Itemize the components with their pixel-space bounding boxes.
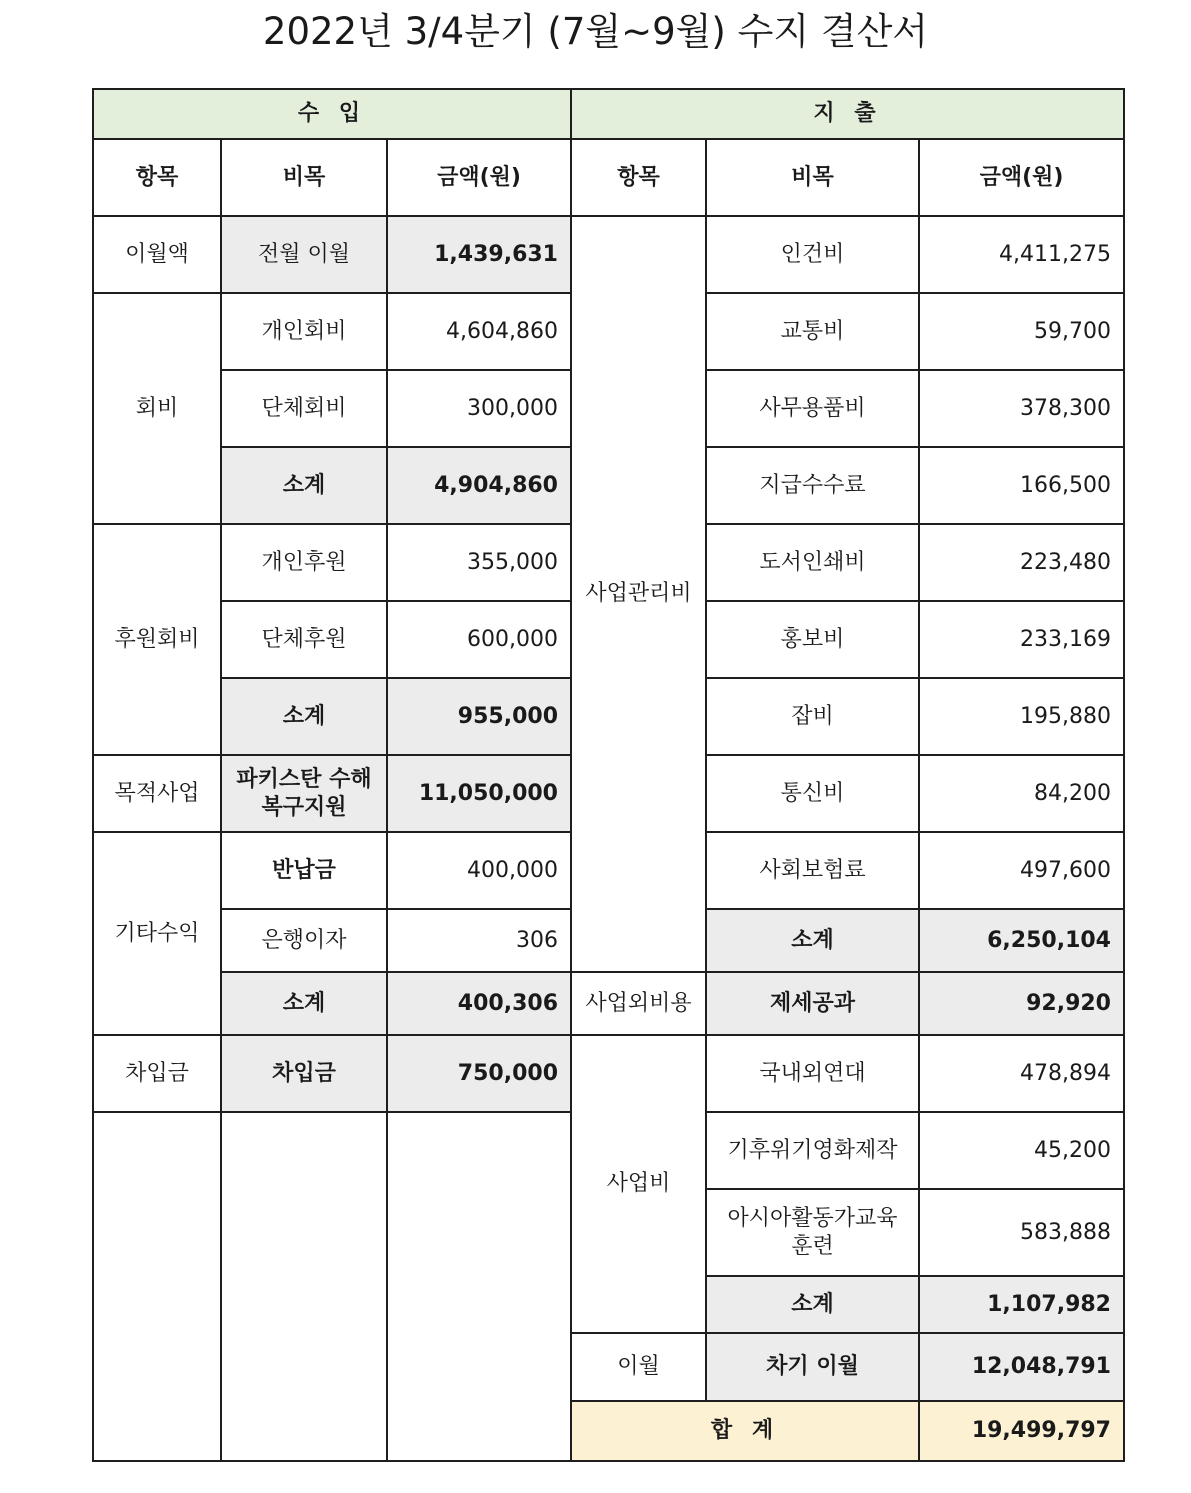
expense-subtotal-label: 소계	[706, 1276, 919, 1333]
table-row	[93, 1035, 1124, 1112]
income-item-carryover: 전월 이월	[221, 216, 387, 293]
expense-amount: 378,300	[919, 370, 1124, 447]
income-subtotal-amount: 400,306	[387, 972, 571, 1035]
expense-item-line2: 훈련	[791, 1233, 834, 1259]
income-empty-cell	[221, 1112, 387, 1461]
expense-item-non-business: 제세공과	[706, 972, 919, 1035]
income-amount-purpose: 11,050,000	[387, 755, 571, 832]
expense-item: 홍보비	[706, 601, 919, 678]
expense-subtotal-amount: 6,250,104	[919, 909, 1124, 972]
expense-item-line1: 아시아활동가교육	[727, 1205, 898, 1231]
expense-item: 국내외연대	[706, 1035, 919, 1112]
expense-amount: 478,894	[919, 1035, 1124, 1112]
income-subtotal-label: 소계	[221, 678, 387, 755]
income-amount: 300,000	[387, 370, 571, 447]
expense-item: 사무용품비	[706, 370, 919, 447]
income-amount: 4,604,860	[387, 293, 571, 370]
expense-item: 교통비	[706, 293, 919, 370]
income-item: 반납금	[221, 832, 387, 909]
income-total-label: 합 계	[571, 1401, 919, 1461]
expense-category-business: 사업비	[571, 1035, 706, 1333]
expense-amount: 223,480	[919, 524, 1124, 601]
income-col-category: 항목	[93, 139, 221, 216]
income-col-amount: 금액(원)	[387, 139, 571, 216]
income-empty-cell	[93, 1112, 221, 1461]
income-subtotal-amount: 955,000	[387, 678, 571, 755]
expense-item-carry: 차기 이월	[706, 1333, 919, 1401]
income-item-loan: 차입금	[221, 1035, 387, 1112]
income-subtotal-label: 소계	[221, 447, 387, 524]
expense-category-management: 사업관리비	[571, 216, 706, 972]
income-amount-carryover: 1,439,631	[387, 216, 571, 293]
page-title: 2022년 3/4분기 (7월~9월) 수지 결산서	[262, 10, 929, 53]
expense-item: 인건비	[706, 216, 919, 293]
expense-item: 통신비	[706, 755, 919, 832]
income-amount: 400,000	[387, 832, 571, 909]
expense-amount: 84,200	[919, 755, 1124, 832]
income-item: 단체회비	[221, 370, 387, 447]
expense-item: 지급수수료	[706, 447, 919, 524]
income-total-amount: 19,499,797	[919, 1401, 1124, 1461]
section-header-row	[93, 89, 1124, 139]
table-row	[93, 972, 1124, 1035]
income-item-purpose-line1: 파키스탄 수해	[236, 766, 372, 792]
income-category-loan: 차입금	[93, 1035, 221, 1112]
expense-amount: 59,700	[919, 293, 1124, 370]
income-category-purpose: 목적사업	[93, 755, 221, 832]
expense-col-item: 비목	[706, 139, 919, 216]
income-item-purpose	[221, 755, 387, 832]
income-subtotal-amount: 4,904,860	[387, 447, 571, 524]
income-amount: 600,000	[387, 601, 571, 678]
income-item: 은행이자	[221, 909, 387, 972]
settlement-table	[92, 88, 1125, 1462]
expense-amount: 166,500	[919, 447, 1124, 524]
expense-category-non-business: 사업외비용	[571, 972, 706, 1035]
expense-col-category: 항목	[571, 139, 706, 216]
income-amount-loan: 750,000	[387, 1035, 571, 1112]
expense-amount: 583,888	[919, 1189, 1124, 1276]
expense-item: 사회보험료	[706, 832, 919, 909]
expense-subtotal-label: 소계	[706, 909, 919, 972]
expense-amount: 233,169	[919, 601, 1124, 678]
table-row	[93, 216, 1124, 293]
expense-amount-non-business: 92,920	[919, 972, 1124, 1035]
income-header: 수 입	[93, 89, 571, 139]
income-amount: 306	[387, 909, 571, 972]
expense-amount: 45,200	[919, 1112, 1124, 1189]
expense-item: 도서인쇄비	[706, 524, 919, 601]
expense-item: 잡비	[706, 678, 919, 755]
income-col-item: 비목	[221, 139, 387, 216]
income-empty-cell	[387, 1112, 571, 1461]
income-category-carryover: 이월액	[93, 216, 221, 293]
income-category-membership: 회비	[93, 293, 221, 524]
income-item: 개인회비	[221, 293, 387, 370]
expense-amount: 195,880	[919, 678, 1124, 755]
income-item-purpose-line2: 복구지원	[261, 794, 347, 820]
expense-amount: 4,411,275	[919, 216, 1124, 293]
expense-header: 지 출	[571, 89, 1124, 139]
income-category-sponsorship: 후원회비	[93, 524, 221, 755]
expense-amount: 497,600	[919, 832, 1124, 909]
column-header-row	[93, 139, 1124, 216]
income-item: 단체후원	[221, 601, 387, 678]
expense-amount-carry: 12,048,791	[919, 1333, 1124, 1401]
income-amount: 355,000	[387, 524, 571, 601]
income-category-other: 기타수익	[93, 832, 221, 1035]
expense-item: 기후위기영화제작	[706, 1112, 919, 1189]
expense-category-carry: 이월	[571, 1333, 706, 1401]
expense-subtotal-amount: 1,107,982	[919, 1276, 1124, 1333]
expense-col-amount: 금액(원)	[919, 139, 1124, 216]
expense-item-two-line	[706, 1189, 919, 1276]
income-subtotal-label: 소계	[221, 972, 387, 1035]
income-item: 개인후원	[221, 524, 387, 601]
